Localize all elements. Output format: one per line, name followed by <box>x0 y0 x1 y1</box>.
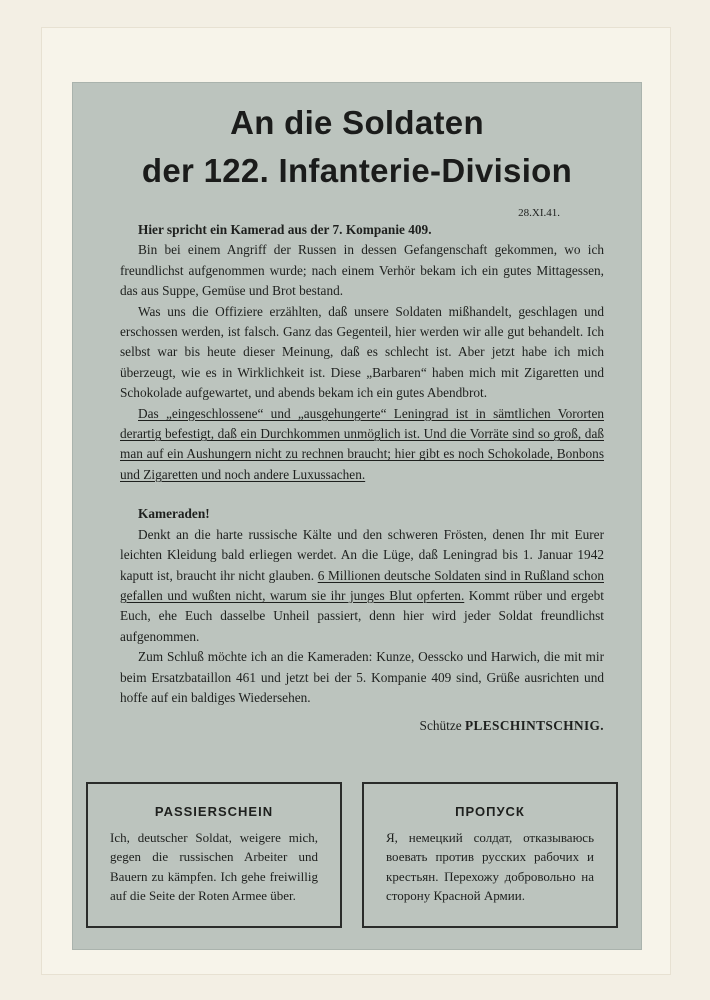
pass-german-title: PASSIERSCHEIN <box>154 804 274 819</box>
safe-conduct-pass-german <box>86 782 342 928</box>
paragraph-4-underlined-text: 6 Millionen deutsche Soldaten sind in Rußland schon gefallen und wußten nicht, warum sie ihr junges Blut opferten. <box>120 567 604 603</box>
paragraph-4-text-c: Kommt rüber und ergebt Euch, ehe Euch dasselbe Unheil passiert, denn hier wird jeder Soldat freundlichst aufgenommen. <box>120 587 604 644</box>
paragraph-3-underlined-text: Das „eingeschlossene“ und „ausgehungerte“ Leningrad ist in sämtlichen Vororten derartig befestigt, daß ein Durchkommen unmöglich ist. Und die Vorräte sind so groß, daß man auf ein Aushungern nicht zu rechnen braucht; hier gibt es noch Schokolade, Bonbons und Zigaretten und noch andere Luxussachen. <box>120 405 604 482</box>
paragraph-3 <box>120 404 604 486</box>
paragraph-2 <box>120 302 604 404</box>
paragraph-4-text-a: Denkt an die harte russische Kälte und den schweren Frösten, denen Ihr mit Eurer leichten Kleidung bald erliegen werdet. An die Lüge, daß Leningrad bis 1. Januar 1942 kaputt ist, braucht ihr nicht glauben. <box>120 526 604 583</box>
signature-name: PLESCHINTSCHNIG. <box>464 718 604 734</box>
paragraph-2-text: Was uns die Offiziere erzählten, daß unsere Soldaten mißhandelt, geschlagen und erschossen werden, ist falsch. Ganz das Gegenteil, hier werden wir alle gut behandelt. Ich selbst war bis heute dieser Meinung, daß es schlecht ist. Aber jetzt habe ich mich überzeugt, wie es in Wirklichkeit ist. Diese „Barbaren“ haben mich mit Zigaretten und Schokolade aufgewartet, und abends bekam ich ein gutes Abendbrot. <box>120 303 604 401</box>
paragraph-5 <box>120 647 604 708</box>
paragraph-1 <box>120 240 604 301</box>
safe-conduct-pass-russian <box>362 782 618 928</box>
pass-russian-title: ПРОПУСК <box>455 804 525 819</box>
pass-german-text: Ich, deutscher Soldat, weigere mich, gegen die russischen Arbeiter und Bauern zu kämpfen. Ich gehe freiwillig auf die Seite der Roten Armee über. <box>110 829 318 904</box>
section-heading <box>120 504 604 524</box>
date: 28.XI.41. <box>518 207 560 219</box>
intro-text: Hier spricht ein Kamerad aus der 7. Kompanie 409. <box>138 222 432 237</box>
signature-rank: Schütze <box>419 718 462 734</box>
signature <box>120 716 604 736</box>
title-line-1: An die Soldaten <box>230 104 484 141</box>
heading-text: Kameraden! <box>138 506 210 522</box>
paragraph-5-text: Zum Schluß möchte ich an die Kameraden: Kunze, Oesscko und Harwich, die mit mir beim Ersatzbataillon 461 und jetzt bei der 5. Kompanie 409 sind, Grüße ausrichten und hoffe auf ein baldiges Wiedersehen. <box>120 649 604 705</box>
letter-body <box>120 220 604 737</box>
intro-line <box>120 220 604 240</box>
paragraph-4 <box>120 525 604 647</box>
leaflet <box>72 82 642 950</box>
pass-russian-text: Я, немецкий солдат, отказываюсь воевать против русских рабочих и крестьян. Перехожу добровольно на сторону Красной Армии. <box>386 829 594 904</box>
paragraph-1-text: Bin bei einem Angriff der Russen in dessen Gefangenschaft gekommen, wo ich freundlichst aufgenommen wurde; nach einem Verhör bekam ich ein gutes Mittagessen, das aus Suppe, Gemüse und Brot bestand. <box>120 242 604 299</box>
title-line-2: der 122. Infanterie-Division <box>141 152 573 189</box>
